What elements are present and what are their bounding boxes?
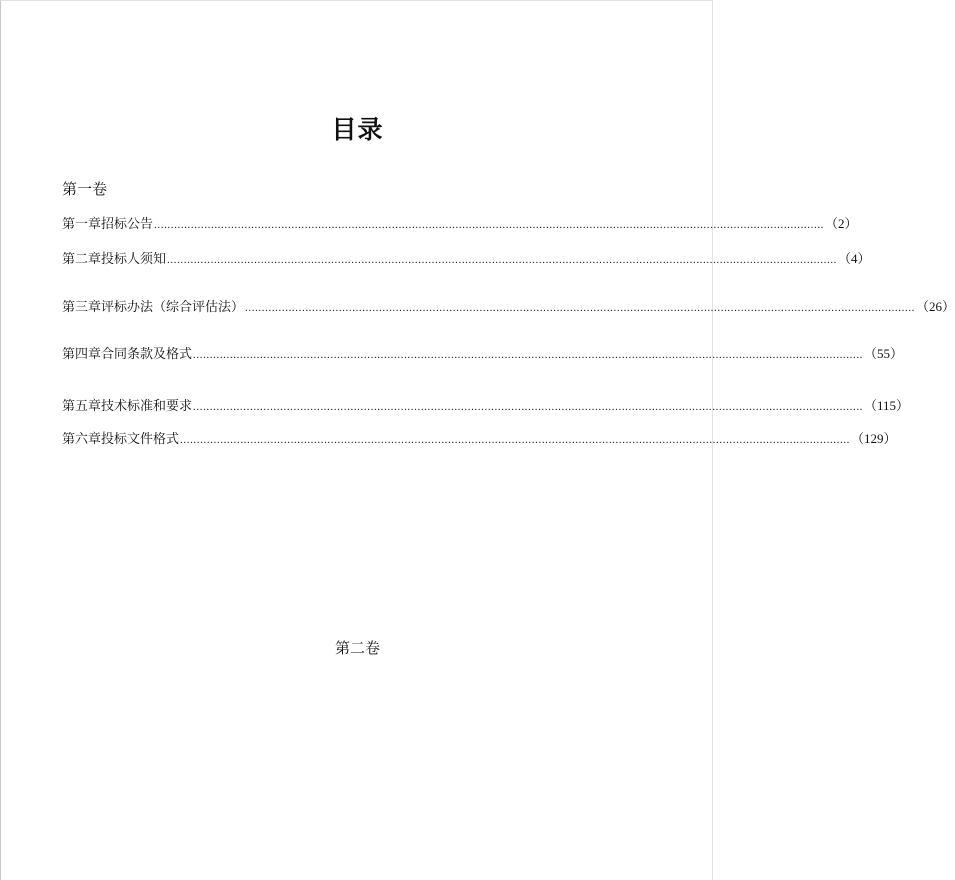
chapter-title: 合同条款及格式 <box>101 347 193 362</box>
page-reference: （129） <box>851 431 897 446</box>
chapter-title: 评标办法（综合评估法） <box>101 300 245 315</box>
dot-leader: ........................................................................................................................................................................................................ <box>193 401 864 413</box>
toc-entry-chapter-4 <box>62 345 904 363</box>
dot-leader: ........................................................................................................................................................................................................ <box>154 219 825 231</box>
chapter-title: 投标文件格式 <box>101 432 180 447</box>
chapter-number: 第一章 <box>62 217 102 232</box>
page-reference: （26） <box>916 299 955 314</box>
page-reference: （115） <box>864 398 910 413</box>
volume-one-heading: 第一卷 <box>62 180 108 198</box>
dot-leader: ........................................................................................................................................................................................................ <box>193 349 864 361</box>
chapter-title: 招标公告 <box>101 217 154 232</box>
toc-entry-chapter-2 <box>62 250 871 268</box>
toc-entry-chapter-3 <box>62 298 955 316</box>
toc-entry-chapter-1 <box>62 215 858 233</box>
dot-leader: ........................................................................................................................................................................................................ <box>245 302 916 314</box>
chapter-title: 投标人须知 <box>101 252 167 267</box>
toc-entry-chapter-5 <box>62 397 910 415</box>
toc-entry-chapter-6 <box>62 430 897 448</box>
dot-leader: ........................................................................................................................................................................................................ <box>180 434 851 446</box>
chapter-number: 第二章 <box>62 252 102 267</box>
dot-leader: ........................................................................................................................................................................................................ <box>167 254 838 266</box>
chapter-number: 第三章 <box>62 300 102 315</box>
page-reference: （4） <box>838 251 871 266</box>
chapter-title: 技术标准和要求 <box>101 399 193 414</box>
chapter-number: 第四章 <box>62 347 102 362</box>
chapter-number: 第六章 <box>62 432 102 447</box>
chapter-number: 第五章 <box>62 399 102 414</box>
page-title: 目录 <box>331 115 384 144</box>
page-reference: （2） <box>825 216 858 231</box>
page-reference: （55） <box>864 346 904 361</box>
volume-two-heading: 第二卷 <box>334 639 380 657</box>
